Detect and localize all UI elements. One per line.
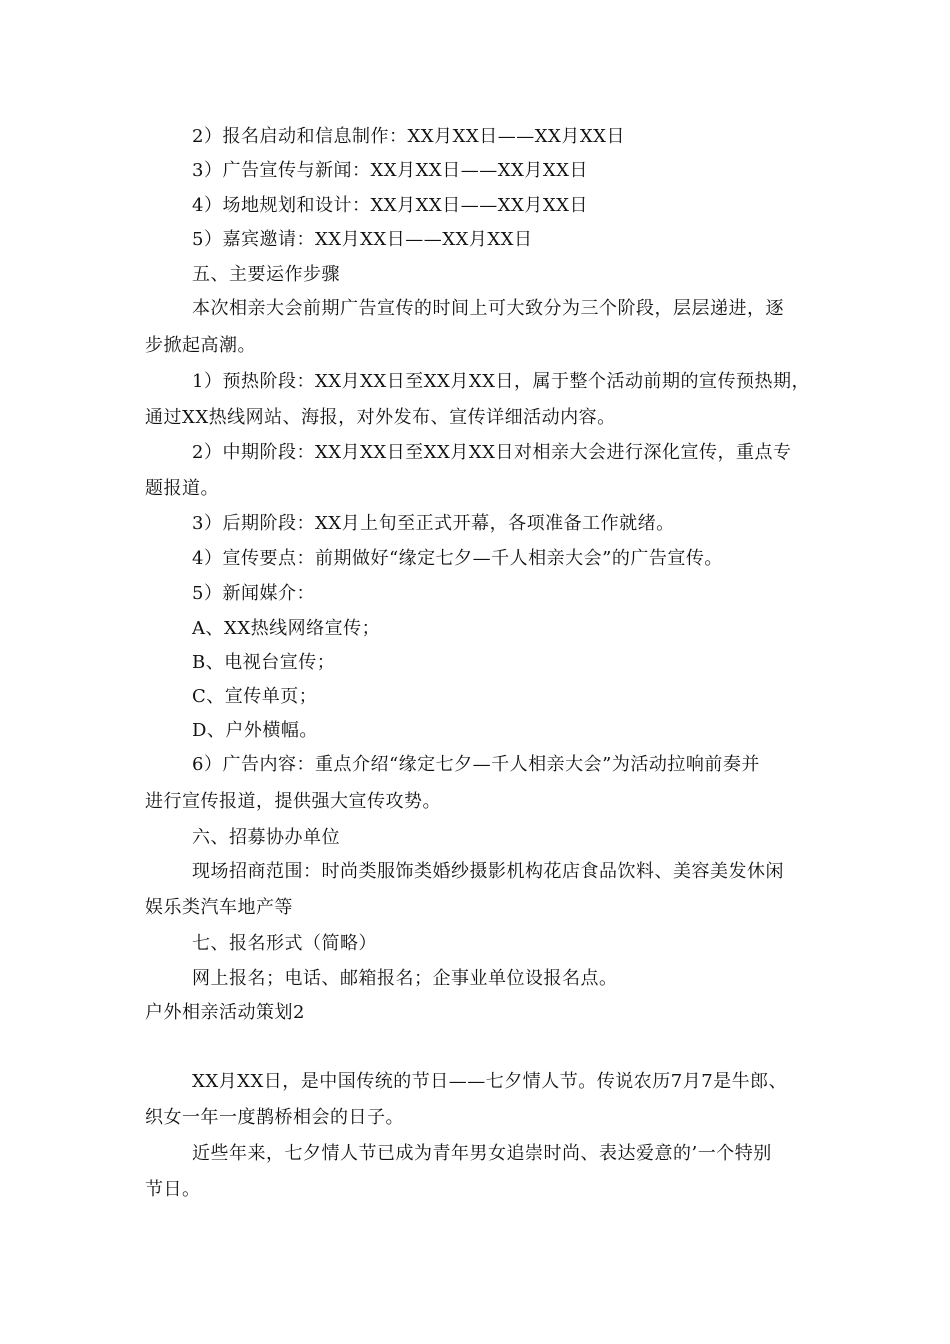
list-item: A、XX热线网络宣传； [192,618,381,639]
paragraph-line: 进行宣传报道，提供强大宣传攻势。 [145,791,441,812]
paragraph-line: 网上报名；电话、邮箱报名；企事业单位设报名点。 [192,968,618,989]
paragraph-line: 6）广告内容：重点介绍“缘定七夕—千人相亲大会”为活动拉响前奏并 [192,754,760,775]
paragraph-line: XX月XX日，是中国传统的节日——七夕情人节。传说农历7月7是牛郎、 [192,1071,788,1092]
list-item: C、宣传单页； [192,686,318,707]
paragraph-line: 4）宣传要点：前期做好“缘定七夕—千人相亲大会”的广告宣传。 [192,548,723,569]
section-heading-5: 五、主要运作步骤 [192,264,340,285]
paragraph-line: 本次相亲大会前期广告宣传的时间上可大致分为三个阶段，层层递进，逐 [192,298,784,319]
document-title: 户外相亲活动策划2 [145,1002,305,1023]
schedule-item-venue: 4）场地规划和设计：XX月XX日——XX月XX日 [192,195,588,216]
section-heading-6: 六、招募协办单位 [192,827,340,848]
paragraph-line: 3）后期阶段：XX月上旬至正式开幕，各项准备工作就绪。 [192,513,675,534]
paragraph-line: 现场招商范围：时尚类服饰类婚纱摄影机构花店食品饮料、美容美发休闲 [192,861,784,882]
paragraph-line: 织女一年一度鹊桥相会的日子。 [145,1107,404,1128]
paragraph-line: 近些年来，七夕情人节已成为青年男女追崇时尚、表达爱意的’一个特别 [192,1143,772,1164]
paragraph-line: 通过XX热线网站、海报，对外发布、宣传详细活动内容。 [145,407,616,428]
paragraph-line: 步掀起高潮。 [145,335,256,356]
paragraph-line: 题报道。 [145,478,219,499]
section-heading-7: 七、报名形式（简略） [192,933,377,954]
paragraph-line: 娱乐类汽车地产等 [145,897,293,918]
schedule-item-advertising: 3）广告宣传与新闻：XX月XX日——XX月XX日 [192,160,588,181]
list-item: B、电视台宣传； [192,652,336,673]
schedule-item-guests: 5）嘉宾邀请：XX月XX日——XX月XX日 [192,229,533,250]
paragraph-line: 节日。 [145,1179,201,1200]
paragraph-line: 1）预热阶段：XX月XX日至XX月XX日，属于整个活动前期的宣传预热期， [192,371,810,392]
paragraph-line: 5）新闻媒介： [192,583,315,604]
list-item: D、户外横幅。 [192,720,318,741]
paragraph-line: 2）中期阶段：XX月XX日至XX月XX日对相亲大会进行深化宣传，重点专 [192,442,792,463]
schedule-item-registration: 2）报名启动和信息制作：XX月XX日——XX月XX日 [192,126,625,147]
